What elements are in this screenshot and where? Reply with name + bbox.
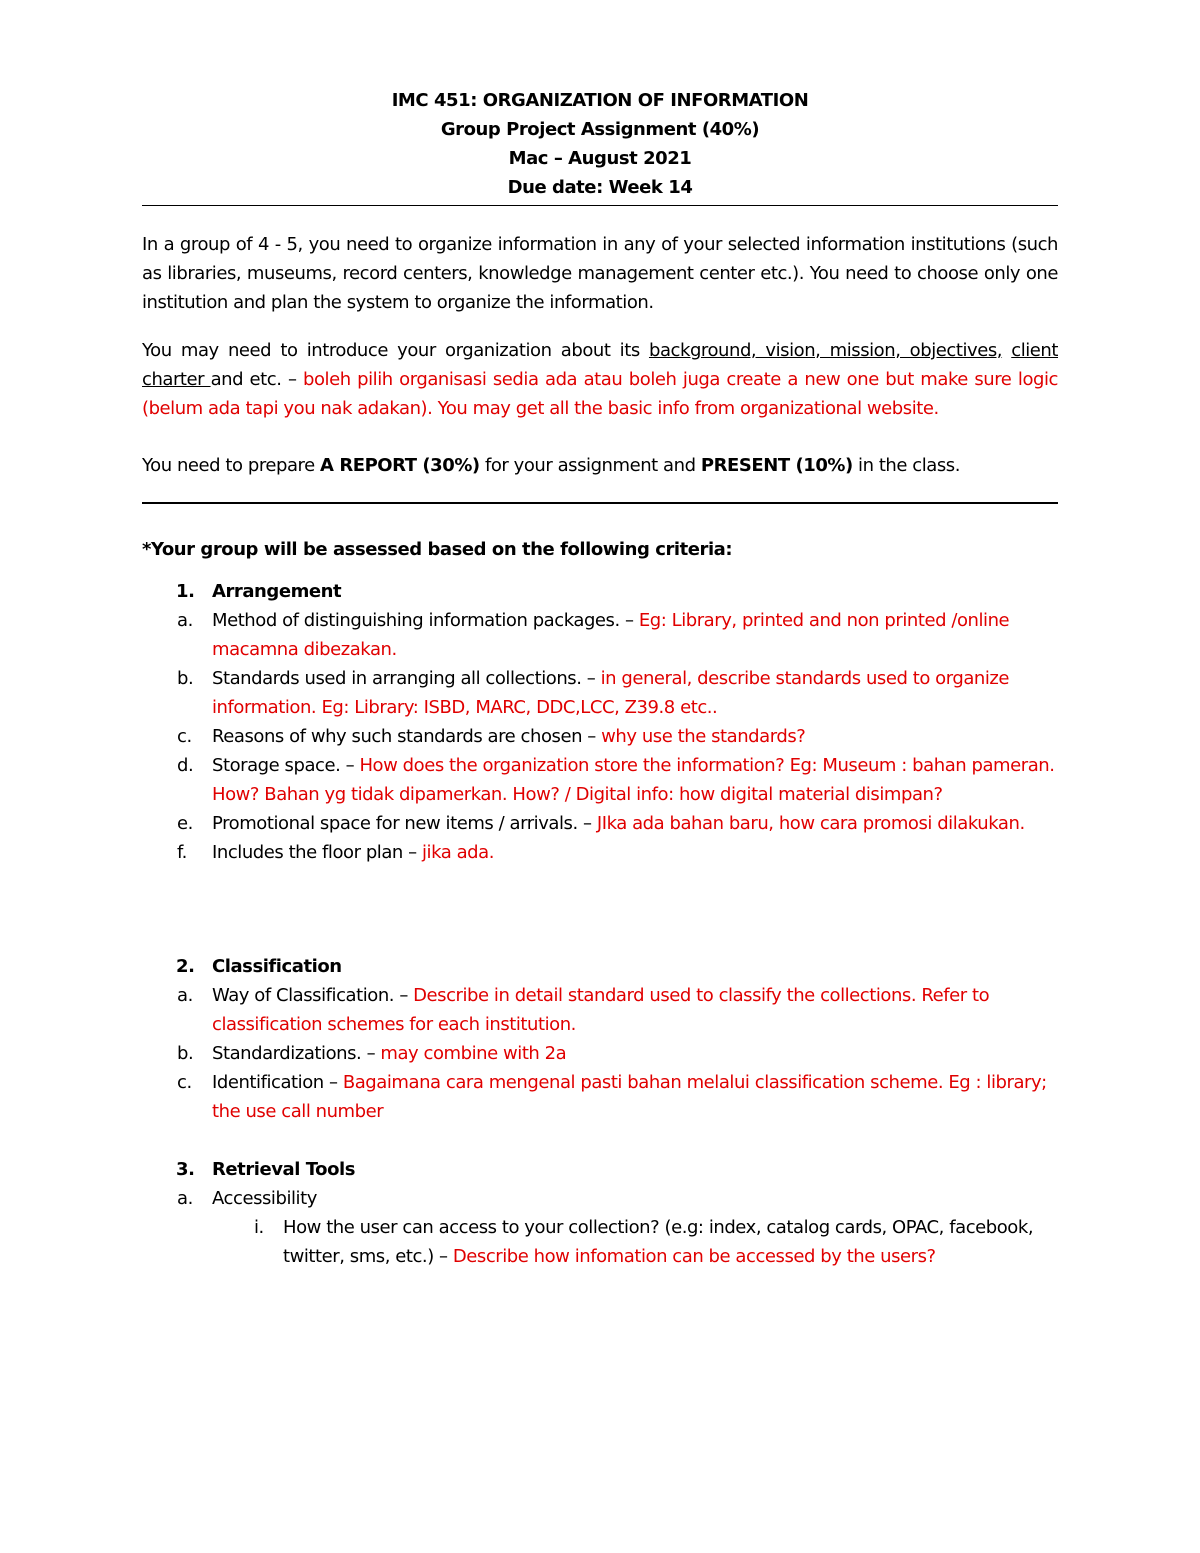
- p2-underlined-2: client charter: [142, 340, 1058, 390]
- item-text: Reasons of why such standards are chosen –: [212, 726, 602, 747]
- item-note: why use the standards?: [601, 726, 806, 747]
- item-letter: a.: [177, 610, 193, 631]
- p2-space: [1002, 340, 1011, 361]
- list-item: [142, 1184, 1058, 1213]
- item-text: Accessibility: [212, 1188, 317, 1209]
- sub-list-item: [142, 1213, 1058, 1271]
- header-divider: [142, 205, 1058, 206]
- item-text: Identification –: [212, 1072, 343, 1093]
- item-letter: c.: [177, 1072, 192, 1093]
- list-item: [142, 751, 1058, 809]
- section-title: Retrieval Tools: [212, 1159, 355, 1180]
- item-text: How the user can access to your collection? (e.g: index, catalog cards, OPAC, facebook, twitter, sms, etc.) –: [283, 1217, 1034, 1267]
- item-note: may combine with 2a: [380, 1043, 567, 1064]
- item-text: Way of Classification. –: [212, 985, 414, 1006]
- item-text: Promotional space for new items / arrivals. –: [212, 813, 597, 834]
- p3-e: in the class.: [852, 455, 960, 476]
- p2-red-note: boleh pilih organisasi sedia ada atau boleh juga create a new one but make sure logic (belum ada tapi you nak adakan). You may get all the basic info from organizational website.: [142, 369, 1058, 419]
- item-letter: a.: [177, 985, 193, 1006]
- item-text: Standardizations. –: [212, 1043, 381, 1064]
- item-letter: a.: [177, 1188, 193, 1209]
- item-letter: b.: [177, 1043, 194, 1064]
- item-roman: i.: [254, 1217, 264, 1238]
- item-letter: e.: [177, 813, 193, 834]
- item-note: in general, describe standards used to organize information. Eg: Library: ISBD, MARC, DDC,LCC, Z39.8 etc..: [212, 668, 1010, 718]
- item-text: Storage space. –: [212, 755, 360, 776]
- item-note: Bagaimana cara mengenal pasti bahan melalui classification scheme. Eg : library; the use call number: [212, 1072, 1047, 1122]
- list-item: [142, 838, 1058, 867]
- p2-underlined-1: background, vision, mission, objectives,: [648, 340, 1003, 361]
- section-arrangement: [142, 577, 1058, 867]
- list-item: [142, 981, 1058, 1039]
- section-title: Classification: [212, 956, 342, 977]
- item-note: jika ada.: [421, 842, 495, 863]
- item-note: How does the organization store the information? Eg: Museum : bahan pameran. How? Bahan yg tidak dipamerkan. How? / Digital info: how digital material disimpan?: [212, 755, 1055, 805]
- item-text: Standards used in arranging all collections. –: [212, 668, 601, 689]
- item-letter: c.: [177, 726, 192, 747]
- list-item: [142, 1068, 1058, 1126]
- list-item: [142, 606, 1058, 664]
- period: Mac – August 2021: [508, 148, 692, 169]
- document-header: [142, 86, 1058, 202]
- item-letter: f.: [177, 842, 187, 863]
- section-heading: [142, 577, 1058, 606]
- assignment-title: Group Project Assignment (40%): [440, 119, 760, 140]
- p3-a: You need to prepare: [142, 455, 321, 476]
- item-note: Describe in detail standard used to classify the collections. Refer to classification schemes for each institution.: [212, 985, 990, 1035]
- criteria-title: *Your group will be assessed based on the following criteria:: [142, 539, 733, 560]
- list-item: [142, 664, 1058, 722]
- intro-paragraph-1: In a group of 4 - 5, you need to organize information in any of your selected information institutions (such as libraries, museums, record centers, knowledge management center etc.). You need to choose only one institution and plan the system to organize the information.: [142, 234, 1058, 313]
- section-heading: [142, 1155, 1058, 1184]
- section-title: Arrangement: [212, 581, 342, 602]
- item-note: Eg: Library, printed and non printed /online macamna dibezakan.: [212, 610, 1010, 660]
- item-text: Method of distinguishing information packages. –: [212, 610, 639, 631]
- list-item: [142, 1039, 1058, 1068]
- document-page: [142, 86, 1058, 1271]
- p3-c: for your assignment and: [479, 455, 701, 476]
- intro-paragraph-3: [142, 451, 1058, 480]
- item-note: Describe how infomation can be accessed by the users?: [452, 1246, 936, 1267]
- section-retrieval-tools: [142, 1155, 1058, 1271]
- p3-report: A REPORT (30%): [320, 455, 480, 476]
- list-item: [142, 809, 1058, 838]
- course-title: IMC 451: ORGANIZATION OF INFORMATION: [391, 90, 809, 111]
- section-number: 1.: [176, 581, 195, 602]
- section-number: 2.: [176, 956, 195, 977]
- item-note: JIka ada bahan baru, how cara promosi dilakukan.: [596, 813, 1025, 834]
- item-text: Includes the floor plan –: [212, 842, 422, 863]
- item-letter: b.: [177, 668, 194, 689]
- section-heading: [142, 952, 1058, 981]
- section-number: 3.: [176, 1159, 195, 1180]
- due-date: Due date: Week 14: [507, 177, 693, 198]
- p2-start: You may need to introduce your organization about its: [142, 340, 649, 361]
- section-classification: [142, 952, 1058, 1126]
- section-divider: [142, 502, 1058, 504]
- p2-middle: and etc. –: [210, 369, 303, 390]
- p3-present: PRESENT (10%): [700, 455, 853, 476]
- intro-paragraph-2: [142, 336, 1058, 423]
- list-item: [142, 722, 1058, 751]
- item-letter: d.: [177, 755, 194, 776]
